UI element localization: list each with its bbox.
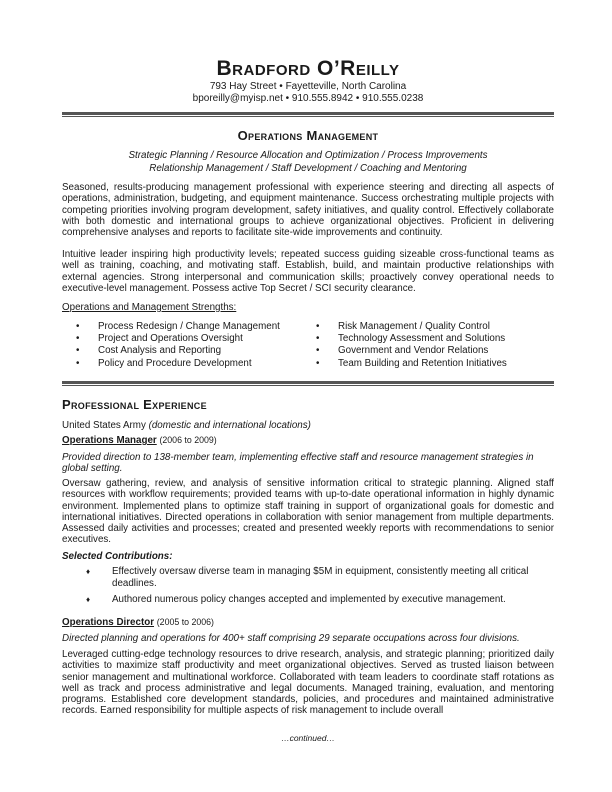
list-item: • Government and Vendor Relations: [302, 345, 554, 357]
contact-line: bporeilly@myisp.net • 910.555.8942 • 910.555.0238: [192, 93, 424, 104]
list-item: • Process Redesign / Change Management: [62, 321, 302, 333]
job1-description: Oversaw gathering, review, and analysis of sensitive information critical to strategic planning. Aligned staff resources with workflow requirements; provided teams with up-to-date operational information in highly dynamic environment. Implemented plans to optimize staff training in support of organizational goals for domestic and international initiatives. Directed operations in collaboration with senior management from multiple departments. Assessed daily activities and processes; created and presented weekly reports with recommendations to senior executives.: [62, 478, 554, 546]
section-rule-thin: [62, 385, 554, 386]
continued-note: …continued…: [281, 733, 335, 743]
job1-intro: Provided direction to 138-member team, implementing effective staff and resource management strategies in global setting.: [62, 452, 534, 475]
contributions-list: [62, 566, 554, 610]
candidate-name: Bradford O’Reilly: [216, 57, 400, 80]
list-item: • Technology Assessment and Solutions: [302, 333, 554, 345]
address-line: 793 Hay Street • Fayetteville, North Carolina: [209, 81, 407, 92]
strengths-list-right: [302, 321, 554, 370]
summary-title: Operations Management: [237, 128, 379, 143]
list-item: ♦ Effectively oversaw diverse team in managing $5M in equipment, consistently meeting all critical deadlines.: [62, 566, 554, 590]
organization-line: [62, 420, 311, 431]
list-item: • Cost Analysis and Reporting: [62, 345, 302, 357]
strengths-label: Operations and Management Strengths:: [62, 302, 237, 313]
list-item: ♦ Authored numerous policy changes accepted and implemented by executive management.: [62, 594, 554, 606]
job1-title: Operations Manager: [62, 435, 157, 446]
organization-note: (domestic and international locations): [148, 420, 311, 431]
contributions-label: Selected Contributions:: [62, 551, 173, 562]
job2-intro: Directed planning and operations for 400+ staff comprising 29 separate occupations across four divisions.: [62, 633, 520, 644]
list-item: • Project and Operations Oversight: [62, 333, 302, 345]
header-rule-thick: [62, 112, 554, 115]
organization-name: United States Army: [62, 420, 146, 431]
job2-description: Leveraged cutting-edge technology resources to drive research, analysis, and strategic planning; prioritized daily activities to maximize staff productivity and meet organizational objectives. Served as trusted liaison between senior management and multinational workforce. Collaborated with team leaders to coordinate staff rotations as well as track and process administrative and legal documents. Managed training, evaluation, and mentoring programs. Established core development standards, policies, and procedures and maintained administrative records. Earned responsibility for multiple aspects of risk management to include overall: [62, 649, 554, 717]
list-item: • Team Building and Retention Initiatives: [302, 358, 554, 370]
job2-heading: [62, 617, 214, 628]
tagline-line-2: Relationship Management / Staff Development / Coaching and Mentoring: [149, 163, 467, 174]
strengths-list-left: [62, 321, 302, 370]
job2-title: Operations Director: [62, 617, 155, 628]
tagline-line-1: Strategic Planning / Resource Allocation and Optimization / Process Improvements: [128, 150, 488, 161]
experience-title: Professional Experience: [62, 397, 207, 412]
list-item: • Policy and Procedure Development: [62, 358, 302, 370]
section-rule-thick: [62, 381, 554, 384]
summary-paragraph-2: Intuitive leader inspiring high productivity levels; repeated success guiding sizeable cross-functional teams as well as training, coaching, and motivating staff. Establish, build, and maintain productive relationships with external agencies. Strong interpersonal and communication skills; proactively convey operational needs to executive-level management. Possess active Top Secret / SCI security clearance.: [62, 249, 554, 294]
job1-heading: [62, 435, 217, 446]
list-item: • Risk Management / Quality Control: [302, 321, 554, 333]
header-rule-thin: [62, 116, 554, 117]
summary-paragraph-1: Seasoned, results-producing management professional with experience steering and directing all aspects of operations, administration, budgeting, and equipment maintenance. Success orchestrating multiple projects with competing priorities involving program development, safety initiatives, and quality control. Effectively collaborate with both domestic and international groups to achieve organizational objectives. Proficient in delivering comprehensive analyses and reports to facilitate site-wide improvements and continuity.: [62, 182, 554, 239]
job1-dates: (2006 to 2009): [159, 435, 217, 445]
job2-dates: (2005 to 2006): [156, 617, 214, 627]
